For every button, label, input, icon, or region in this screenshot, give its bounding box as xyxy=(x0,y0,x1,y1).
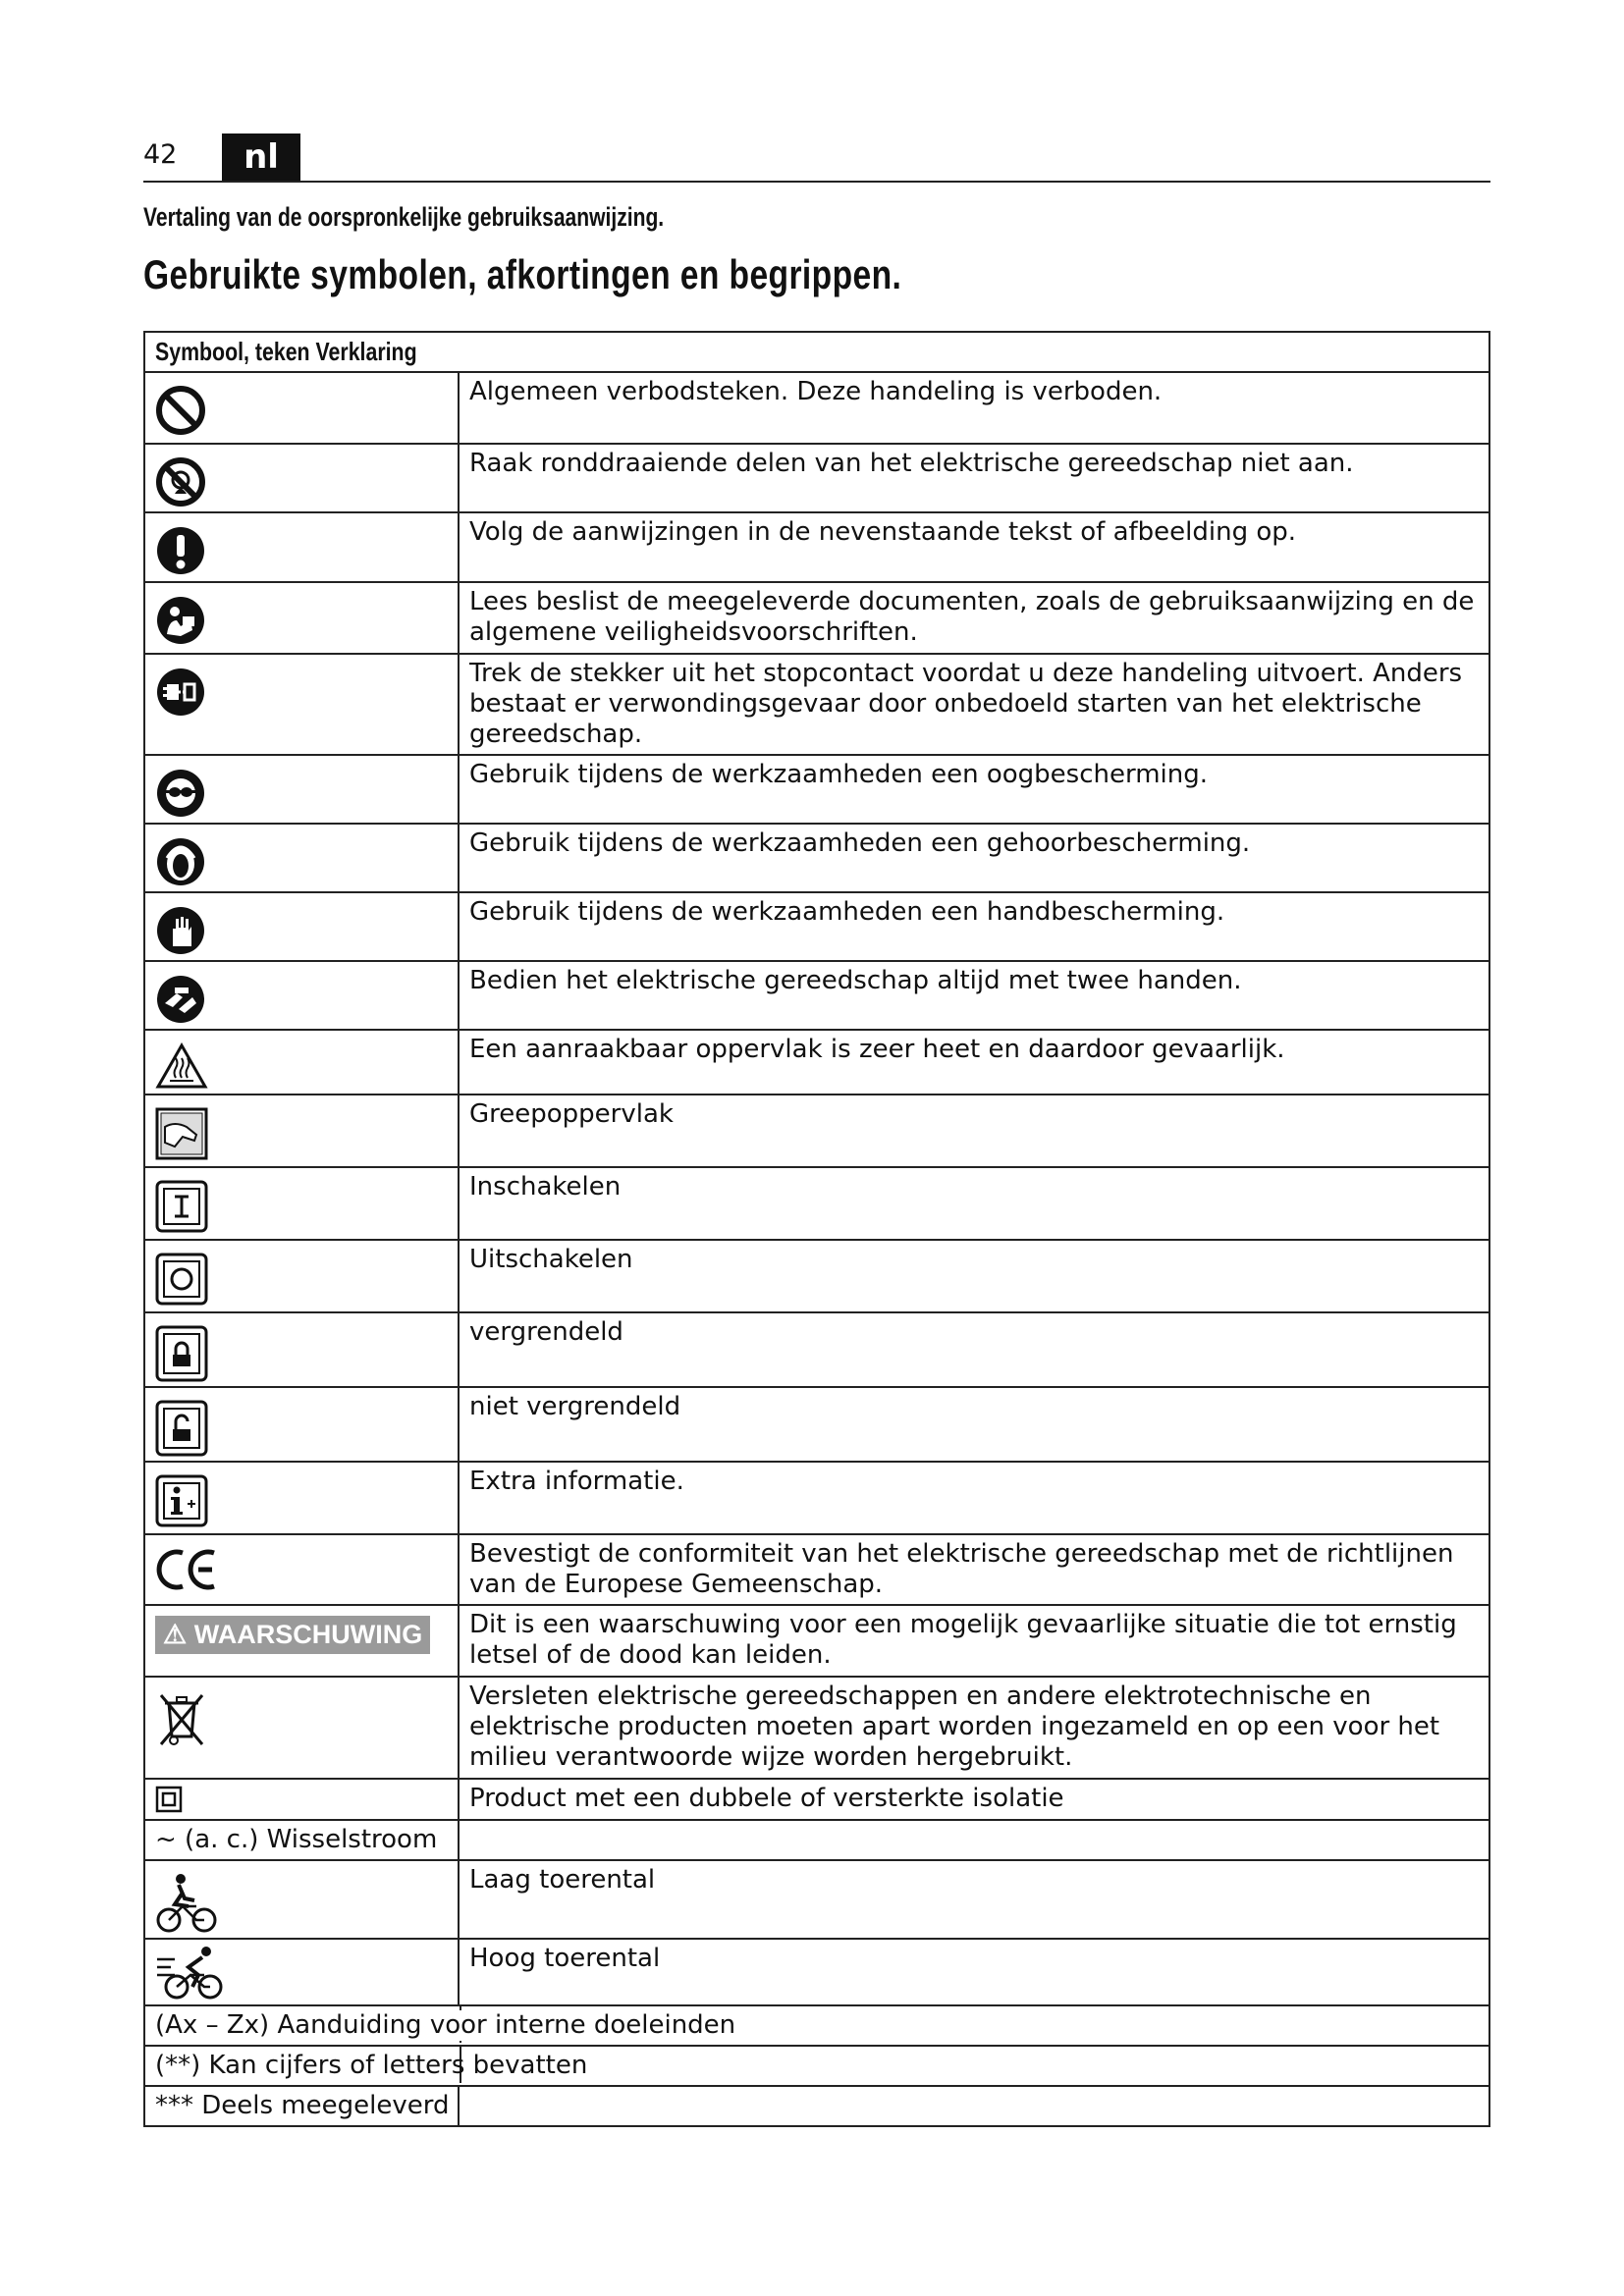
footer-row-cell xyxy=(144,2046,1489,2086)
symbol-cell xyxy=(144,1312,459,1387)
table-row xyxy=(144,1534,1489,1605)
page-title: Gebruikte symbolen, afkortingen en begrippen. xyxy=(143,251,902,297)
table-row xyxy=(144,755,1489,824)
table-row xyxy=(144,1605,1489,1677)
unlocked-icon xyxy=(155,1400,208,1457)
symbol-cell xyxy=(144,1240,459,1312)
explanation-cell: Versleten elektrische gereedschappen en andere elektrotechnische en elektrische producten moeten apart worden ingezameld en op een voor het milieu verantwoorde wijze worden hergebruikt. xyxy=(459,1677,1489,1779)
symbol-cell xyxy=(144,961,459,1030)
symbol-cell xyxy=(144,1462,459,1534)
weee-bin-icon xyxy=(155,1689,208,1748)
symbol-cell xyxy=(144,1779,459,1820)
table-row xyxy=(144,2086,1489,2126)
extra-info-icon xyxy=(155,1474,208,1527)
explanation-cell: Gebruik tijdens de werkzaamheden een gehoorbescherming. xyxy=(459,824,1489,892)
table-row xyxy=(144,654,1489,755)
table-row xyxy=(144,1860,1489,1939)
table-row xyxy=(144,1167,1489,1240)
ac-symbol-cell: ~ (a. c.) Wisselstroom xyxy=(144,1820,459,1860)
grip-surface-icon xyxy=(155,1107,208,1160)
switch-off-icon xyxy=(155,1253,208,1306)
explanation-cell xyxy=(459,1820,1489,1860)
symbol-cell xyxy=(144,1095,459,1167)
read-manual-icon xyxy=(155,595,206,646)
symbol-cell xyxy=(144,1167,459,1240)
table-row xyxy=(144,1820,1489,1860)
no-touch-rotating-parts-icon xyxy=(155,456,206,507)
footer-row-cell xyxy=(144,2005,1489,2046)
low-speed-bicycle-icon xyxy=(155,1873,220,1934)
symbol-cell xyxy=(144,1605,459,1677)
double-insulation-icon xyxy=(155,1786,183,1813)
symbol-cell xyxy=(144,1677,459,1779)
warning-triangle-icon: ⚠ xyxy=(163,1620,188,1649)
table-row xyxy=(144,961,1489,1030)
symbols-table xyxy=(143,331,1490,2127)
symbol-cell xyxy=(144,1387,459,1462)
symbol-cell xyxy=(144,824,459,892)
footer-note: *** Deels meegeleverd xyxy=(144,2086,459,2126)
explanation-cell: Greepoppervlak xyxy=(459,1095,1489,1167)
explanation-cell: Een aanraakbaar oppervlak is zeer heet en daardoor gevaarlijk. xyxy=(459,1030,1489,1095)
symbol-cell xyxy=(144,892,459,961)
table-row xyxy=(144,1387,1489,1462)
table-row xyxy=(144,1312,1489,1387)
table-row xyxy=(144,444,1489,512)
symbol-cell xyxy=(144,372,459,444)
explanation-cell: Gebruik tijdens de werkzaamheden een oogbescherming. xyxy=(459,755,1489,824)
hand-protection-icon xyxy=(155,905,206,956)
table-row xyxy=(144,512,1489,582)
explanation-cell: Volg de aanwijzingen in de nevenstaande tekst of afbeelding op. xyxy=(459,512,1489,582)
table-row xyxy=(144,1095,1489,1167)
explanation-cell: Bevestigt de conformiteit van het elektrische gereedschap met de richtlijnen van de Europese Gemeenschap. xyxy=(459,1534,1489,1605)
unplug-icon xyxy=(155,667,206,718)
prohibition-icon xyxy=(155,385,206,436)
table-row xyxy=(144,1939,1489,2005)
explanation-cell: Laag toerental xyxy=(459,1860,1489,1939)
explanation-cell: Lees beslist de meegeleverde documenten, zoals de gebruiksaanwijzing en de algemene veiligheidsvoorschriften. xyxy=(459,582,1489,654)
table-row xyxy=(144,1462,1489,1534)
exclamation-icon xyxy=(155,525,206,576)
explanation-cell: Dit is een waarschuwing voor een mogelijk gevaarlijke situatie die tot ernstig letsel of de dood kan leiden. xyxy=(459,1605,1489,1677)
explanation-cell xyxy=(459,2086,1489,2126)
explanation-cell: Algemeen verbodsteken. Deze handeling is verboden. xyxy=(459,372,1489,444)
explanation-cell: Product met een dubbele of versterkte isolatie xyxy=(459,1779,1489,1820)
symbol-cell xyxy=(144,582,459,654)
subtitle: Vertaling van de oorspronkelijke gebruiksaanwijzing. xyxy=(143,202,665,232)
ear-protection-icon xyxy=(155,836,206,887)
locked-icon xyxy=(155,1325,208,1382)
explanation-cell: Inschakelen xyxy=(459,1167,1489,1240)
table-row xyxy=(144,1779,1489,1820)
explanation-cell: Hoog toerental xyxy=(459,1939,1489,2005)
symbol-cell xyxy=(144,755,459,824)
table-row xyxy=(144,2046,1489,2086)
explanation-cell: Gebruik tijdens de werkzaamheden een handbescherming. xyxy=(459,892,1489,961)
explanation-cell: Bedien het elektrische gereedschap altijd met twee handen. xyxy=(459,961,1489,1030)
symbol-cell xyxy=(144,1860,459,1939)
explanation-cell: niet vergrendeld xyxy=(459,1387,1489,1462)
footer-note: (**) Kan cijfers of letters bevatten xyxy=(155,2051,588,2080)
table-row xyxy=(144,1030,1489,1095)
high-speed-bicycle-icon xyxy=(155,1946,226,2001)
language-tab: nl xyxy=(222,133,300,181)
symbol-cell xyxy=(144,512,459,582)
table-row xyxy=(144,1677,1489,1779)
page-header xyxy=(143,133,1490,183)
footer-note: (Ax – Zx) Aanduiding voor interne doeleinden xyxy=(155,2010,736,2040)
table-row xyxy=(144,582,1489,654)
ce-mark-icon xyxy=(155,1547,220,1592)
explanation-cell: Uitschakelen xyxy=(459,1240,1489,1312)
explanation-cell: Raak ronddraaiende delen van het elektrische gereedschap niet aan. xyxy=(459,444,1489,512)
switch-on-icon xyxy=(155,1180,208,1233)
explanation-cell: Trek de stekker uit het stopcontact voordat u deze handeling uitvoert. Anders bestaat er verwondingsgevaar door onbedoeld starten van het elektrische gereedschap. xyxy=(459,654,1489,755)
symbol-cell xyxy=(144,1534,459,1605)
eye-protection-icon xyxy=(155,768,206,819)
table-row xyxy=(144,892,1489,961)
two-hands-icon xyxy=(155,974,206,1025)
explanation-cell: vergrendeld xyxy=(459,1312,1489,1387)
symbol-cell xyxy=(144,654,459,755)
table-row xyxy=(144,2005,1489,2046)
symbol-cell xyxy=(144,444,459,512)
page-number: 42 xyxy=(143,139,178,170)
hot-surface-icon xyxy=(155,1042,208,1090)
table-header-row xyxy=(144,332,1489,372)
table-row xyxy=(144,824,1489,892)
symbol-cell xyxy=(144,1030,459,1095)
table-header: Symbool, teken Verklaring xyxy=(144,332,1489,372)
table-row xyxy=(144,372,1489,444)
symbol-cell xyxy=(144,1939,459,2005)
explanation-cell: Extra informatie. xyxy=(459,1462,1489,1534)
warning-label: ⚠ WAARSCHUWING xyxy=(155,1616,430,1654)
table-row xyxy=(144,1240,1489,1312)
